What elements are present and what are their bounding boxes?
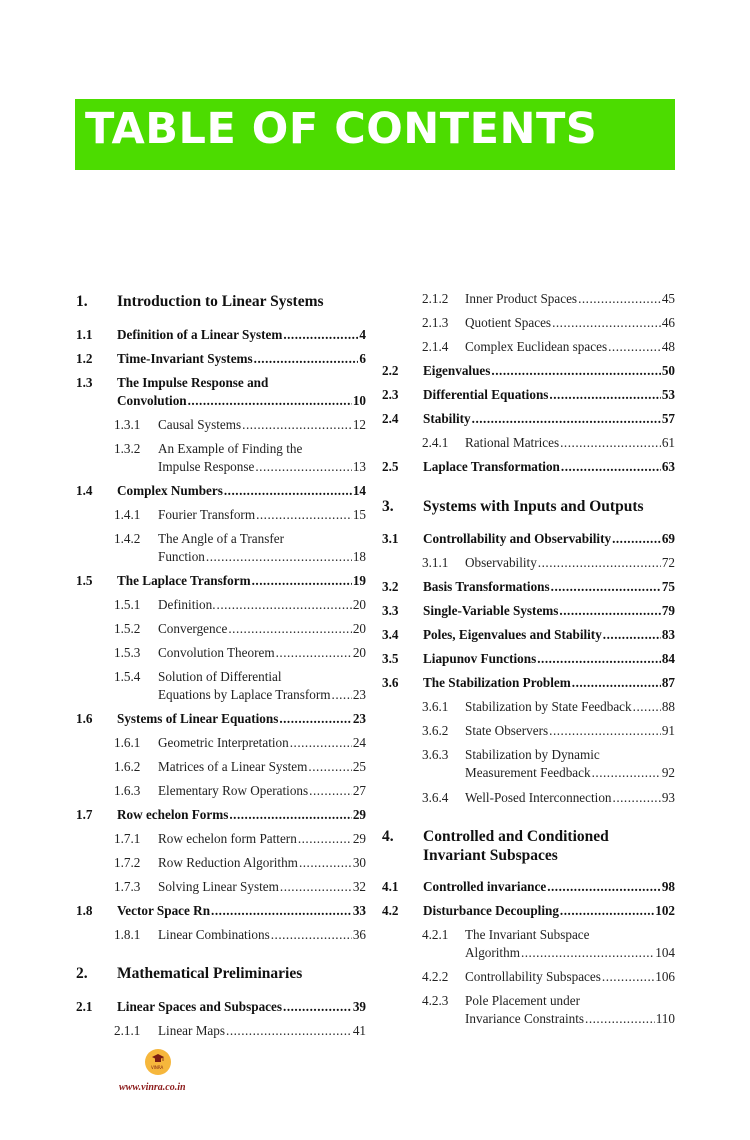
dot-leader [226,1022,352,1040]
entry-title: Inner Product Spaces [465,291,578,306]
dot-leader [283,998,352,1016]
entry-number: 1.6.2 [114,759,141,774]
entry-title: The Impulse Response and [117,375,269,390]
dot-leader [551,578,661,596]
page-number: 27 [352,783,366,798]
dot-leader [252,572,352,590]
page-number: 102 [655,903,675,918]
dot-leader [290,734,352,752]
dot-leader [602,968,654,986]
page-number: 57 [661,411,675,426]
entry-title: Systems of Linear Equations [117,711,279,726]
page-number: 63 [661,459,675,474]
dot-leader [559,602,660,620]
dot-leader [255,458,351,476]
dot-leader [608,338,661,356]
dot-leader [521,944,654,962]
entry-number: 2.4 [382,411,399,426]
entry-number: 2.2 [382,363,399,378]
dot-leader [229,806,351,824]
dot-leader [613,789,661,807]
dot-leader [228,620,351,638]
entry-title: The Laplace Transform [117,573,251,588]
entry-number: 1.5.1 [114,597,141,612]
dot-leader [279,710,351,728]
entry-title: Complex Numbers [117,483,223,498]
page-number: 104 [655,945,675,960]
entry-number: 1.7.3 [114,879,141,894]
entry-number: 3.3 [382,603,399,618]
page-number: 29 [352,807,366,822]
dot-leader [612,530,661,548]
page-number: 48 [661,339,675,354]
page-number: 53 [661,387,675,402]
entry-title: Rational Matrices [465,435,560,450]
entry-title: Solution of Differential [158,669,282,684]
page-number: 25 [352,759,366,774]
page-number: 23 [352,687,366,702]
chapter-title: Introduction to Linear Systems [117,293,324,310]
entry-number: 2.1.2 [422,291,449,306]
entry-title: Stabilization by Dynamic [465,747,600,762]
entry-number: 1.6.1 [114,735,141,750]
entry-title: Differential Equations [423,387,549,402]
page-number: 14 [352,483,366,498]
dot-leader [283,326,358,344]
page-number: 15 [352,507,366,522]
dot-leader [537,650,661,668]
entry-title: Stabilization by State Feedback [465,699,632,714]
chapter-title: Controlled and Conditioned [423,828,609,845]
entry-number: 1.4.2 [114,531,141,546]
entry-number: 4.2.2 [422,969,449,984]
entry-title: Pole Placement under [465,993,580,1008]
entry-title: The Stabilization Problem [423,675,571,690]
page-number: 46 [661,315,675,330]
entry-title: Row echelon form Pattern [158,831,297,846]
dot-leader [254,350,359,368]
entry-number: 3.6.3 [422,747,449,762]
page-number: 20 [352,597,366,612]
page-number: 10 [352,393,366,408]
entry-number: 3.2 [382,579,399,594]
entry-number: 3. [382,498,394,515]
page-number: 83 [661,627,675,642]
entry-title: Convolution Theorem [158,645,275,660]
entry-number: 1.3.2 [114,441,141,456]
page-number: 13 [352,459,366,474]
dot-leader [603,626,661,644]
entry-number: 1.4 [76,483,93,498]
entry-title: Vector Space Rn [117,903,211,918]
page-number: 30 [352,855,366,870]
entry-number: 1.5.3 [114,645,141,660]
entry-number: 1.6 [76,711,93,726]
entry-title: Well-Posed Interconnection [465,790,612,805]
page-number: 91 [661,723,675,738]
entry-title: Basis Transformations [423,579,550,594]
entry-number: 1.2 [76,351,93,366]
page-number: 88 [661,699,675,714]
page-number: 23 [352,711,366,726]
entry-title: Controllability and Observability [423,531,612,546]
entry-number: 3.5 [382,651,399,666]
dot-leader [592,764,661,782]
entry-number: 2.3 [382,387,399,402]
entry-number: 1. [76,293,88,310]
entry-title-line2: Function [158,549,205,564]
entry-number: 3.6 [382,675,399,690]
page-number: 72 [661,555,675,570]
page-number: 106 [655,969,675,984]
page-number: 87 [661,675,675,690]
entry-title: Time-Invariant Systems [117,351,253,366]
entry-number: 3.6.4 [422,790,449,805]
logo-caption: VINRA [151,1065,164,1070]
page-number: 12 [352,417,366,432]
entry-number: 4.2.3 [422,993,449,1008]
entry-title: The Invariant Subspace [465,927,590,942]
page-number: 32 [352,879,366,894]
entry-title: Fourier Transform [158,507,256,522]
dot-leader [552,314,661,332]
entry-title: Row Reduction Algorithm [158,855,298,870]
entry-title-line2: Impulse Response [158,459,255,474]
dot-leader [472,410,661,428]
entry-title-line2: Convolution [117,393,187,408]
dot-leader [206,548,352,566]
page-number: 110 [655,1011,675,1026]
entry-title: Elementary Row Operations [158,783,309,798]
entry-title: Single-Variable Systems [423,603,559,618]
entry-title: Poles, Eigenvalues and Stability [423,627,602,642]
dot-leader [271,926,352,944]
page-number: 45 [661,291,675,306]
entry-title: State Observers [465,723,549,738]
dot-leader [572,674,661,692]
entry-number: 1.5 [76,573,93,588]
entry-title-line2: Invariance Constraints [465,1011,585,1026]
graduation-cap-icon [152,1054,164,1063]
page-title: TABLE OF CONTENTS [85,104,598,154]
entry-number: 3.1.1 [422,555,449,570]
entry-number: 4.1 [382,879,399,894]
entry-title: Controllability Subspaces [465,969,601,984]
entry-number: 1.7 [76,807,93,822]
dot-leader [633,698,661,716]
dot-leader [549,386,660,404]
dot-leader [276,644,352,662]
page-number: 98 [661,879,675,894]
page-number: 24 [352,735,366,750]
dot-leader [298,830,352,848]
dot-leader [547,878,661,896]
page-number: 79 [661,603,675,618]
dot-leader [188,392,352,410]
entry-number: 2.1.1 [114,1023,141,1038]
entry-number: 2.1.4 [422,339,449,354]
dot-leader [308,758,351,776]
dot-leader [585,1010,655,1028]
page-number: 61 [661,435,675,450]
entry-title: An Example of Finding the [158,441,303,456]
entry-title: Geometric Interpretation [158,735,289,750]
dot-leader [560,434,661,452]
entry-title: Stability [423,411,471,426]
entry-number: 4. [382,828,394,845]
page-number: 93 [661,790,675,805]
website-link[interactable]: www.vinra.co.in [119,1082,186,1093]
entry-title: Complex Euclidean spaces [465,339,608,354]
page-number: 4 [359,327,366,342]
chapter-title: Systems with Inputs and Outputs [423,498,644,515]
page-number: 20 [352,621,366,636]
entry-title: Convergence [158,621,228,636]
entry-number: 1.3.1 [114,417,141,432]
entry-number: 4.2 [382,903,399,918]
entry-title: Observability [465,555,537,570]
entry-title: Matrices of a Linear System [158,759,308,774]
page-number: 19 [352,573,366,588]
page-number: 33 [352,903,366,918]
entry-number: 3.6.1 [422,699,449,714]
entry-number: 3.6.2 [422,723,449,738]
entry-title-line2: Algorithm [465,945,520,960]
entry-title: Linear Maps [158,1023,226,1038]
entry-title: Definition of a Linear System [117,327,283,342]
entry-title: Causal Systems [158,417,242,432]
entry-title: Linear Spaces and Subspaces [117,999,283,1014]
entry-title: Laplace Transformation [423,459,560,474]
page-number: 29 [352,831,366,846]
entry-title: The Angle of a Transfer [158,531,284,546]
entry-title: Eigenvalues [423,363,491,378]
entry-title: Linear Combinations [158,927,270,942]
dot-leader [280,878,352,896]
entry-number: 1.4.1 [114,507,141,522]
entry-number: 1.5.2 [114,621,141,636]
entry-number: 2.4.1 [422,435,449,450]
page-number: 69 [661,531,675,546]
page-number: 6 [359,351,366,366]
entry-number: 4.2.1 [422,927,449,942]
dot-leader [299,854,352,872]
entry-number: 2.1.3 [422,315,449,330]
dot-leader [578,290,661,308]
page-number: 36 [352,927,366,942]
entry-number: 3.1 [382,531,399,546]
page-number: 92 [661,765,675,780]
dot-leader [549,722,661,740]
dot-leader [491,362,660,380]
entry-title: Liapunov Functions [423,651,537,666]
dot-leader [309,782,352,800]
dot-leader [256,506,352,524]
dot-leader [538,554,661,572]
dot-leader [217,596,352,614]
entry-title-line2: Equations by Laplace Transform [158,687,331,702]
page-number: 75 [661,579,675,594]
title-banner [75,99,675,170]
page-number: 50 [661,363,675,378]
dot-leader [242,416,352,434]
entry-title: Definition. [158,597,216,612]
entry-number: 1.1 [76,327,93,342]
entry-title: Solving Linear System [158,879,279,894]
entry-number: 1.3 [76,375,93,390]
entry-title-line2: Measurement Feedback [465,765,591,780]
page-number: 18 [352,549,366,564]
entry-number: 2.5 [382,459,399,474]
entry-title: Disturbance Decoupling [423,903,559,918]
entry-title: Quotient Spaces [465,315,552,330]
entry-number: 1.8.1 [114,927,141,942]
chapter-title-line2: Invariant Subspaces [423,847,558,864]
entry-number: 1.5.4 [114,669,141,684]
entry-number: 1.7.2 [114,855,141,870]
page-number: 39 [352,999,366,1014]
publisher-logo [145,1049,171,1075]
dot-leader [561,458,661,476]
dot-leader [211,902,352,920]
entry-title: Controlled invariance [423,879,547,894]
entry-number: 2.1 [76,999,93,1014]
dot-leader [332,686,352,704]
entry-number: 2. [76,965,88,982]
dot-leader [224,482,352,500]
entry-title: Row echelon Forms [117,807,229,822]
entry-number: 1.7.1 [114,831,141,846]
entry-number: 3.4 [382,627,399,642]
entry-number: 1.8 [76,903,93,918]
chapter-title: Mathematical Preliminaries [117,965,303,982]
page-number: 84 [661,651,675,666]
page-number: 41 [352,1023,366,1038]
dot-leader [560,902,654,920]
page-number: 20 [352,645,366,660]
entry-number: 1.6.3 [114,783,141,798]
